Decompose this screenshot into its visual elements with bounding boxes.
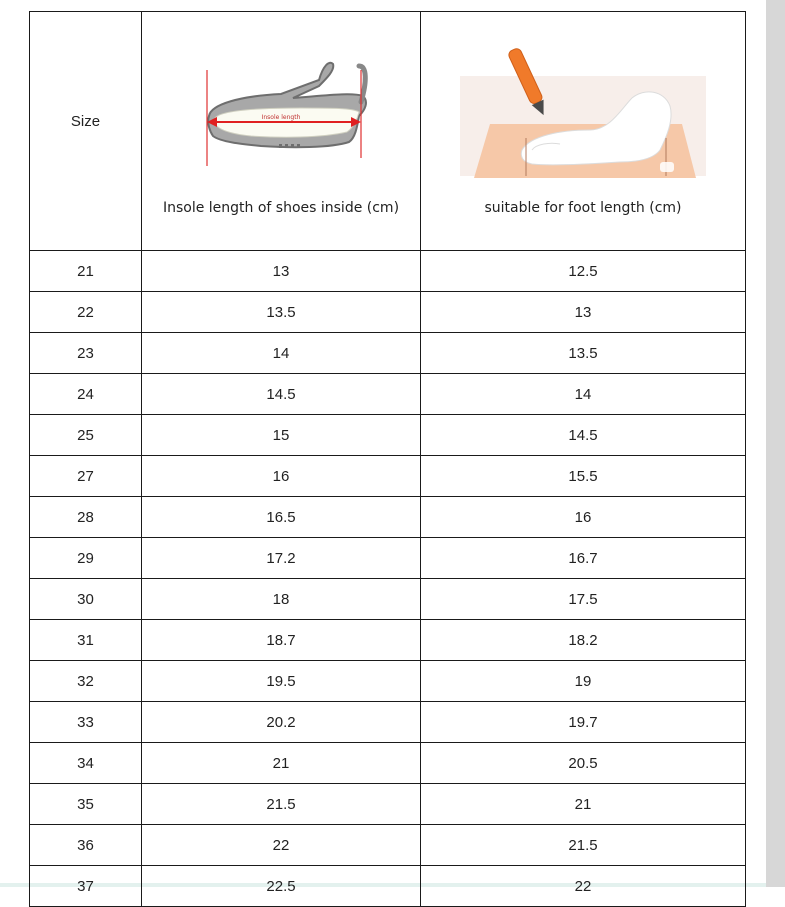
table-row	[30, 415, 746, 456]
table-row	[30, 784, 746, 825]
table-row	[30, 702, 746, 743]
foot-measure-illustration	[460, 46, 706, 186]
size-cell: 21	[30, 251, 142, 292]
insole-cell: 13.5	[142, 292, 421, 333]
table-row	[30, 661, 746, 702]
insole-header-label: Insole length of shoes inside (cm)	[162, 200, 400, 216]
foot-cell: 20.5	[421, 743, 746, 784]
size-cell: 37	[30, 866, 142, 907]
foot-cell: 12.5	[421, 251, 746, 292]
foot-cell: 14	[421, 374, 746, 415]
table-row	[30, 743, 746, 784]
foot-column-header	[421, 12, 746, 251]
size-header-label: Size	[70, 112, 101, 130]
table-row	[30, 866, 746, 907]
insole-cell: 21.5	[142, 784, 421, 825]
insole-cell: 18.7	[142, 620, 421, 661]
insole-cell: 18	[142, 579, 421, 620]
size-cell: 31	[30, 620, 142, 661]
size-cell: 23	[30, 333, 142, 374]
foot-cell: 13.5	[421, 333, 746, 374]
foot-cell: 15.5	[421, 456, 746, 497]
insole-cell: 16.5	[142, 497, 421, 538]
foot-cell: 16.7	[421, 538, 746, 579]
page-scrollbar[interactable]	[766, 0, 785, 887]
insole-cell: 14	[142, 333, 421, 374]
table-row	[30, 292, 746, 333]
insole-cell: 22	[142, 825, 421, 866]
size-cell: 36	[30, 825, 142, 866]
table-row	[30, 251, 746, 292]
foot-cell: 19	[421, 661, 746, 702]
insole-column-header	[142, 12, 421, 251]
size-cell: 32	[30, 661, 142, 702]
table-row	[30, 374, 746, 415]
insole-cell: 16	[142, 456, 421, 497]
table-row	[30, 825, 746, 866]
foot-cell: 19.7	[421, 702, 746, 743]
size-chart-table	[29, 11, 746, 907]
size-cell: 33	[30, 702, 142, 743]
table-row	[30, 497, 746, 538]
insole-cell: 17.2	[142, 538, 421, 579]
foot-cell: 18.2	[421, 620, 746, 661]
table-row	[30, 333, 746, 374]
table-row	[30, 538, 746, 579]
table-row	[30, 620, 746, 661]
foot-cell: 14.5	[421, 415, 746, 456]
foot-cell: 21.5	[421, 825, 746, 866]
size-cell: 22	[30, 292, 142, 333]
table-row	[30, 456, 746, 497]
insole-cell: 21	[142, 743, 421, 784]
size-cell: 30	[30, 579, 142, 620]
size-cell: 24	[30, 374, 142, 415]
shoe-insole-illustration	[181, 46, 381, 186]
size-cell: 28	[30, 497, 142, 538]
foot-header-label: suitable for foot length (cm)	[484, 200, 682, 216]
insole-cell: 15	[142, 415, 421, 456]
insole-cell: 19.5	[142, 661, 421, 702]
size-cell: 27	[30, 456, 142, 497]
insole-length-label: Insole length	[261, 114, 301, 121]
foot-cell: 21	[421, 784, 746, 825]
size-cell: 35	[30, 784, 142, 825]
size-cell: 25	[30, 415, 142, 456]
insole-cell: 13	[142, 251, 421, 292]
size-cell: 29	[30, 538, 142, 579]
size-cell: 34	[30, 743, 142, 784]
insole-cell: 22.5	[142, 866, 421, 907]
size-column-header	[30, 12, 142, 251]
foot-cell: 17.5	[421, 579, 746, 620]
insole-cell: 20.2	[142, 702, 421, 743]
insole-cell: 14.5	[142, 374, 421, 415]
foot-cell: 22	[421, 866, 746, 907]
table-row	[30, 579, 746, 620]
foot-cell: 16	[421, 497, 746, 538]
foot-cell: 13	[421, 292, 746, 333]
table-header-row	[30, 12, 746, 251]
